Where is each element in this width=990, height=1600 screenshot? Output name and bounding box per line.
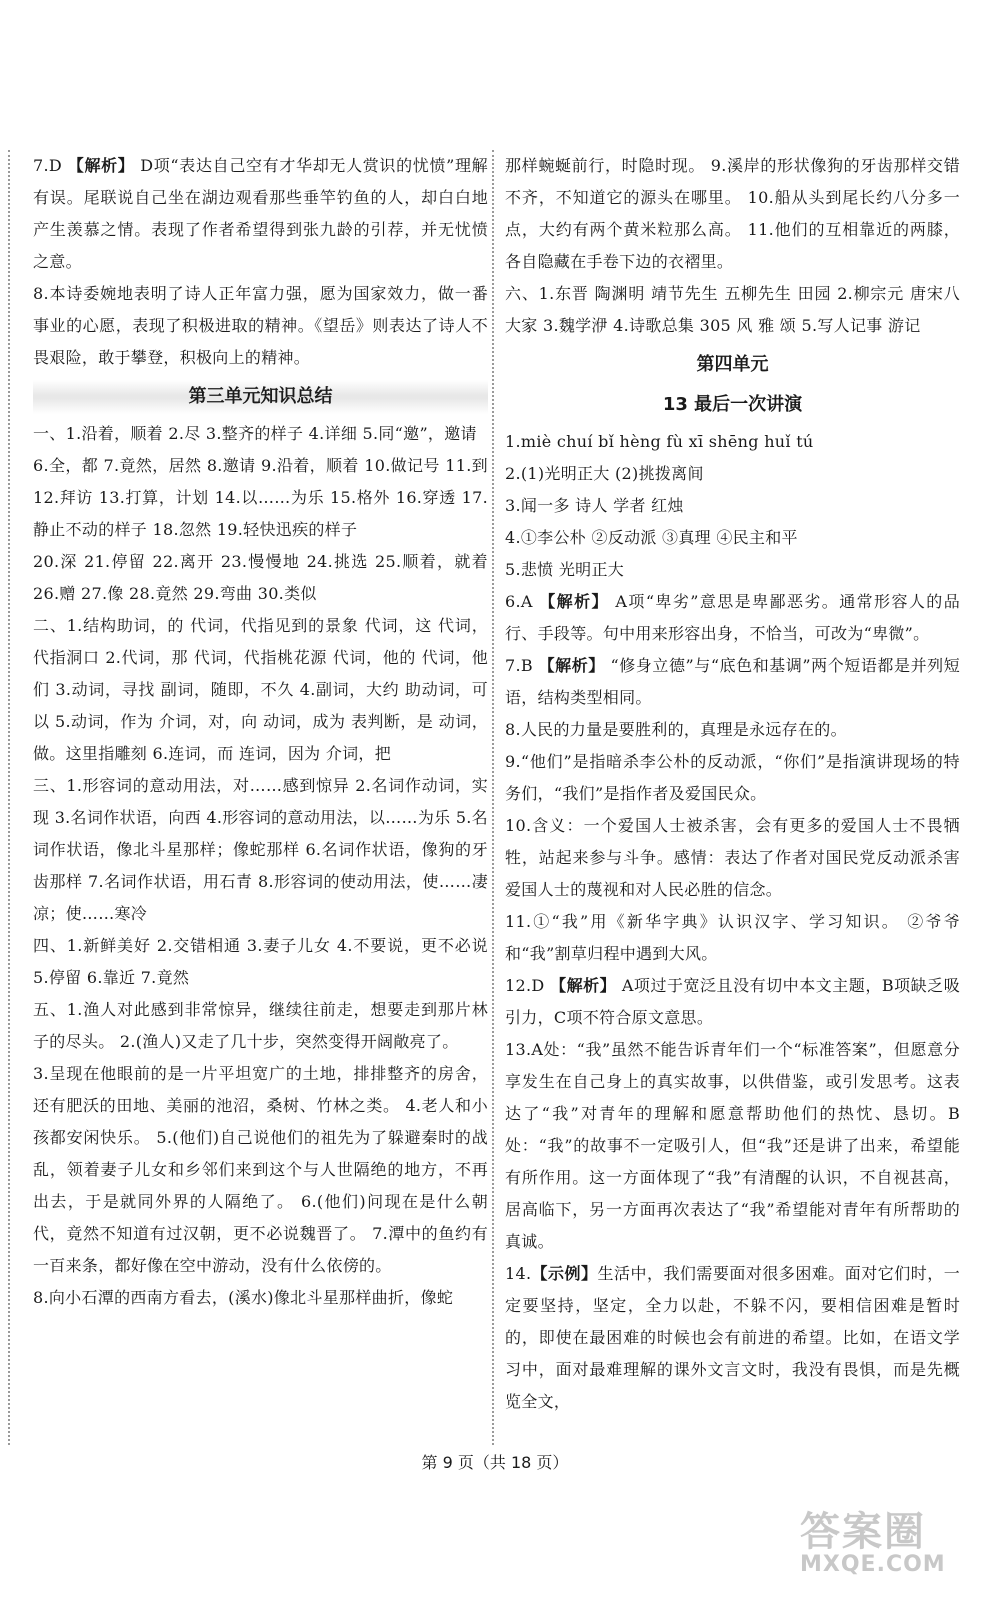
- question-6: 6.A 【解析】 A项“卑劣”意思是卑鄙恶劣。通常形容人的品行、手段等。句中用来形容出身，不恰当，可改为“卑微”。: [505, 592, 961, 643]
- analysis-tag: 【解析】: [550, 976, 617, 995]
- unit-heading: 第四单元: [696, 354, 769, 375]
- section-5-continued: 那样蜿蜒前行，时隐时现。 9.溪岸的形状像狗的牙齿那样交错不齐，不知道它的源头在哪里。 10.船从头到尾长约八分多一点，大约有两个黄米粒那么高。 11.他们的互相靠近的两膝，各自隐藏在手卷下边的衣褶里。: [505, 156, 960, 271]
- section-5-part-b: 3.呈现在他眼前的是一片平坦宽广的土地，排排整齐的房舍，还有肥沃的田地、美丽的池沼，桑树、竹林之类。 4.老人和小孩都安闲快乐。 5.(他们)自己说他们的祖先为了躲避秦时的战乱，领着妻子儿女和乡邻们来到这个与人世隔绝的地方，不再出去，于是就同外界的人隔绝了。 6.(他们)问现在是什么朝代，竟然不知道有过汉朝，更不必说魏晋了。 7.潭中的鱼约有一百来条，都好像在空中游动，没有什么依傍的。: [33, 1064, 488, 1275]
- question-5: 5.悲愤 光明正大: [505, 560, 625, 579]
- section-1-part-c: 20.深 21.停留 22.离开 23.慢慢地 24.挑选 25.顺着，就着 26.赠 27.像 28.竟然 29.弯曲 30.类似: [33, 552, 488, 603]
- section-5-part-c: 8.向小石潭的西南方看去，(溪水)像北斗星那样曲折，像蛇: [33, 1288, 454, 1307]
- left-column: [33, 150, 488, 1314]
- question-3: 3.闻一多 诗人 学者 红烛: [505, 496, 684, 515]
- watermark-text: 答案圈: [800, 1509, 926, 1555]
- analysis-tag: 【解析】: [539, 592, 609, 611]
- answer-7: 7.D 【解析】 D项“表达自己空有才华却无人赏识的忧愤”理解有误。尾联说自己坐在湖边观看那些垂竿钓鱼的人，却白白地产生羡慕之情。表现了作者希望得到张九龄的引荐，并无忧愤之意。: [33, 156, 488, 271]
- question-9: 9.“他们”是指暗杀李公朴的反动派，“你们”是指演讲现场的特务们，“我们”是指作者及爱国民众。: [505, 752, 960, 803]
- question-4: 4.①李公朴 ②反动派 ③真理 ④民主和平: [505, 528, 798, 547]
- left-dotted-rule: [8, 150, 10, 1445]
- answer-8: 8.本诗委婉地表明了诗人正年富力强，愿为国家效力，做一番事业的心愿，表现了积极进取的精神。《望岳》则表达了诗人不畏艰险，敢于攀登，积极向上的精神。: [33, 284, 488, 367]
- example-tag: 【示例】: [531, 1264, 598, 1283]
- section-6: 六、1.东晋 陶渊明 靖节先生 五柳先生 田园 2.柳宗元 唐宋八大家 3.魏学洢 4.诗歌总集 305 风 雅 颂 5.写人记事 游记: [505, 284, 960, 335]
- section-1-part-b: 6.全，都 7.竟然，居然 8.邀请 9.沿着，顺着 10.做记号 11.到 12.拜访 13.打算，计划 14.以……为乐 15.格外 16.穿透 17.静止不动的样子 18.忽然 19.轻快迅疾的样子: [33, 456, 488, 539]
- question-10: 10.含义：一个爱国人士被杀害，会有更多的爱国人士不畏牺牲，站起来参与斗争。感情：表达了作者对国民党反动派杀害爱国人士的蔑视和对人民必胜的信念。: [505, 816, 960, 899]
- analysis-tag: 【解析】: [67, 156, 135, 175]
- section-heading: 第三单元知识总结: [33, 380, 488, 414]
- section-5-part-a: 五、1.渔人对此感到非常惊异，继续往前走，想要走到那片林子的尽头。 2.(渔人)又走了几十步，突然变得开阔敞亮了。: [33, 1000, 488, 1051]
- section-4: 四、1.新鲜美好 2.交错相通 3.妻子儿女 4.不要说，更不必说 5.停留 6.靠近 7.竟然: [33, 936, 488, 987]
- question-2: 2.(1)光明正大 (2)挑拨离间: [505, 464, 704, 483]
- watermark-url: MXQE.COM: [800, 1552, 946, 1577]
- question-1: 1.miè chuí bǐ hèng fù xī shēng huǐ tú: [505, 432, 814, 451]
- section-1-part-a: 一、1.沿着，顺着 2.尽 3.整齐的样子 4.详细 5.同“邀”，邀请: [33, 424, 477, 443]
- watermark-logo: [788, 1500, 978, 1590]
- question-13: 13.A处：“我”虽然不能告诉青年们一个“标准答案”，但愿意分享发生在自己身上的真实故事，以供借鉴，或引发思考。这表达了“我”对青年的理解和愿意帮助他们的热忱、恳切。B处：“我”的故事不一定吸引人，但“我”还是讲了出来，希望能有所作用。这一方面体现了“我”有清醒的认识，不自视甚高，居高临下，另一方面再次表达了“我”希望能对青年有所帮助的真诚。: [505, 1040, 960, 1251]
- question-14: 14.【示例】生活中，我们需要面对很多困难。面对它们时，一定要坚持，坚定，全力以赴，不躲不闪，要相信困难是暂时的，即使在最困难的时候也会有前进的希望。比如，在语文学习中，面对最难理解的课外文言文时，我没有畏惧，而是先概览全文，: [505, 1264, 961, 1411]
- question-8: 8.人民的力量是要胜利的，真理是永远存在的。: [505, 720, 847, 739]
- question-11: 11.①“我”用《新华字典》认识汉字、学习知识。 ②爷爷和“我”割草归程中遇到大风。: [505, 912, 960, 963]
- question-7: 7.B 【解析】 “修身立德”与“底色和基调”两个短语都是并列短语，结构类型相同。: [505, 656, 960, 707]
- page-number: 第 9 页（共 18 页）: [421, 1453, 569, 1472]
- analysis-tag: 【解析】: [538, 656, 605, 675]
- question-12: 12.D 【解析】 A项过于宽泛且没有切中本文主题，B项缺乏吸引力，C项不符合原文意思。: [505, 976, 961, 1027]
- lesson-heading: 13 最后一次讲演: [662, 394, 803, 415]
- section-3: 三、1.形容词的意动用法，对……感到惊异 2.名词作动词，实现 3.名词作状语，向西 4.形容词的意动用法，以……为乐 5.名词作状语，像北斗星那样；像蛇那样 6.名词作状语，像狗的牙齿那样 7.名词作状语，用石青 8.形容词的使动用法，使……凄凉；使……寒冷: [33, 776, 488, 923]
- right-column: [505, 150, 960, 1418]
- section-2: 二、1.结构助词，的 代词，代指见到的景象 代词，这 代词，代指洞口 2.代词，那 代词，代指桃花源 代词，他的 代词，他们 3.动词，寻找 副词，随即，不久 4.副词，大约 助动词，可以 5.动词，作为 介词，对，向 动词，成为 表判断，是 动词，做。这里指雕刻 6.连词，而 连词，因为 介词，把: [33, 616, 488, 763]
- column-divider: [492, 150, 494, 1445]
